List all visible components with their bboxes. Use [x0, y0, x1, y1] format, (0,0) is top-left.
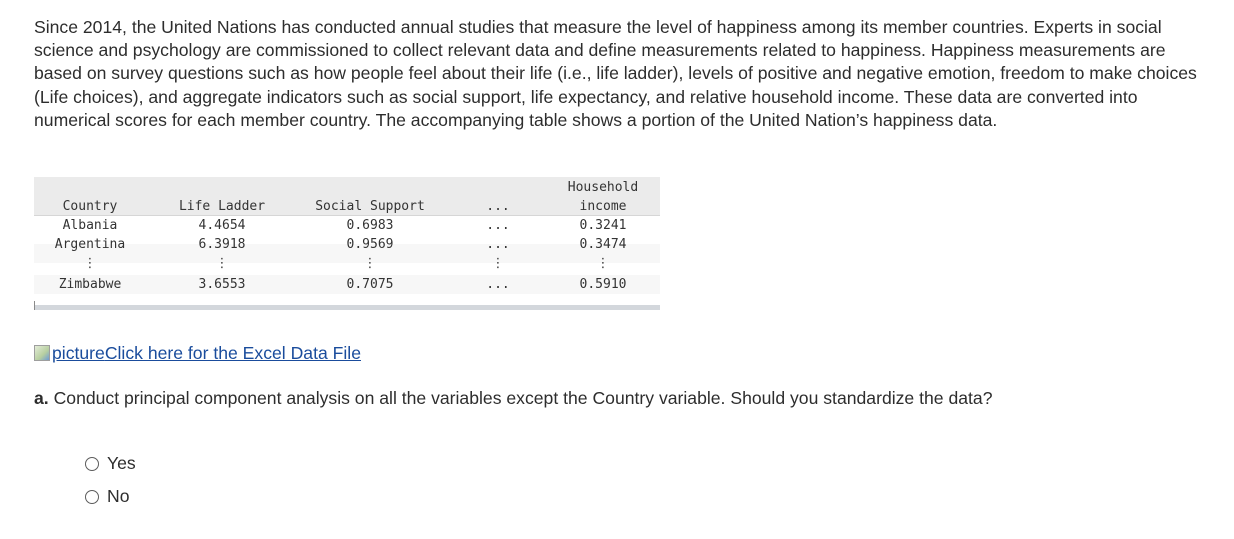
table-row-household: 0.3241 [579, 218, 627, 233]
table-row-ellipsis: ⋮ [491, 256, 505, 271]
header-social-support: Social Support [315, 199, 425, 214]
radio-yes[interactable] [85, 457, 99, 471]
table-row-household: ⋮ [596, 256, 610, 271]
table-row-country: Zimbabwe [58, 277, 122, 292]
option-no[interactable] [85, 486, 130, 507]
table-bottom-band [34, 305, 660, 310]
table-row-country: Argentina [54, 237, 126, 252]
excel-data-file-link[interactable] [34, 342, 361, 364]
table-bottom-notch [34, 301, 35, 310]
table-row-life-ladder: 6.3918 [198, 237, 246, 252]
table-row-life-ladder: 4.4654 [198, 218, 246, 233]
header-life-ladder: Life Ladder [178, 199, 266, 214]
table-row-social-support: 0.7075 [346, 277, 394, 292]
table-row-life-ladder: ⋮ [215, 256, 229, 271]
header-household-line1: Household [567, 180, 639, 195]
problem-intro-text: Since 2014, the United Nations has conducted annual studies that measure the level of happiness among its member countries. Experts in social science and psychology are commissioned to collect relevant data and define measurements related to happiness. Happiness measurements are based on survey questions such as how people feel about their life (i.e., life ladder), levels of positive and negative emotion, freedom to make choices (Life choices), and aggregate indicators such as social support, life expectancy, and relative household income. These data are converted into numerical scores for each member country. The accompanying table shows a portion of the United Nation’s happiness data. [34, 17, 1197, 130]
header-household-line2: income [579, 199, 627, 214]
question-text: Conduct principal component analysis on all the variables except the Country variable. Should you standardize the data? [48, 388, 993, 408]
header-country: Country [62, 199, 118, 214]
happiness-data-table [34, 177, 660, 310]
table-row-household: 0.3474 [579, 237, 627, 252]
table-row-life-ladder: 3.6553 [198, 277, 246, 292]
table-row-household: 0.5910 [579, 277, 627, 292]
table-row-social-support: ⋮ [363, 256, 377, 271]
radio-no[interactable] [85, 490, 99, 504]
question-label: a. [34, 388, 49, 408]
table-row-ellipsis: ... [486, 277, 510, 292]
option-no-label: No [107, 486, 130, 506]
excel-link-label[interactable]: Click here for the Excel Data File [104, 343, 361, 363]
header-ellipsis: ... [486, 199, 510, 214]
table-row-ellipsis: ... [486, 218, 510, 233]
option-yes[interactable] [85, 453, 136, 474]
option-yes-label: Yes [107, 453, 136, 473]
table-row-social-support: 0.9569 [346, 237, 394, 252]
table-row-country: ⋮ [83, 256, 97, 271]
broken-picture-icon [34, 345, 50, 361]
question-a [34, 386, 992, 410]
picture-alt-text[interactable]: picture [52, 343, 105, 363]
table-row-ellipsis: ... [486, 237, 510, 252]
table-row-social-support: 0.6983 [346, 218, 394, 233]
table-row-country: Albania [62, 218, 118, 233]
